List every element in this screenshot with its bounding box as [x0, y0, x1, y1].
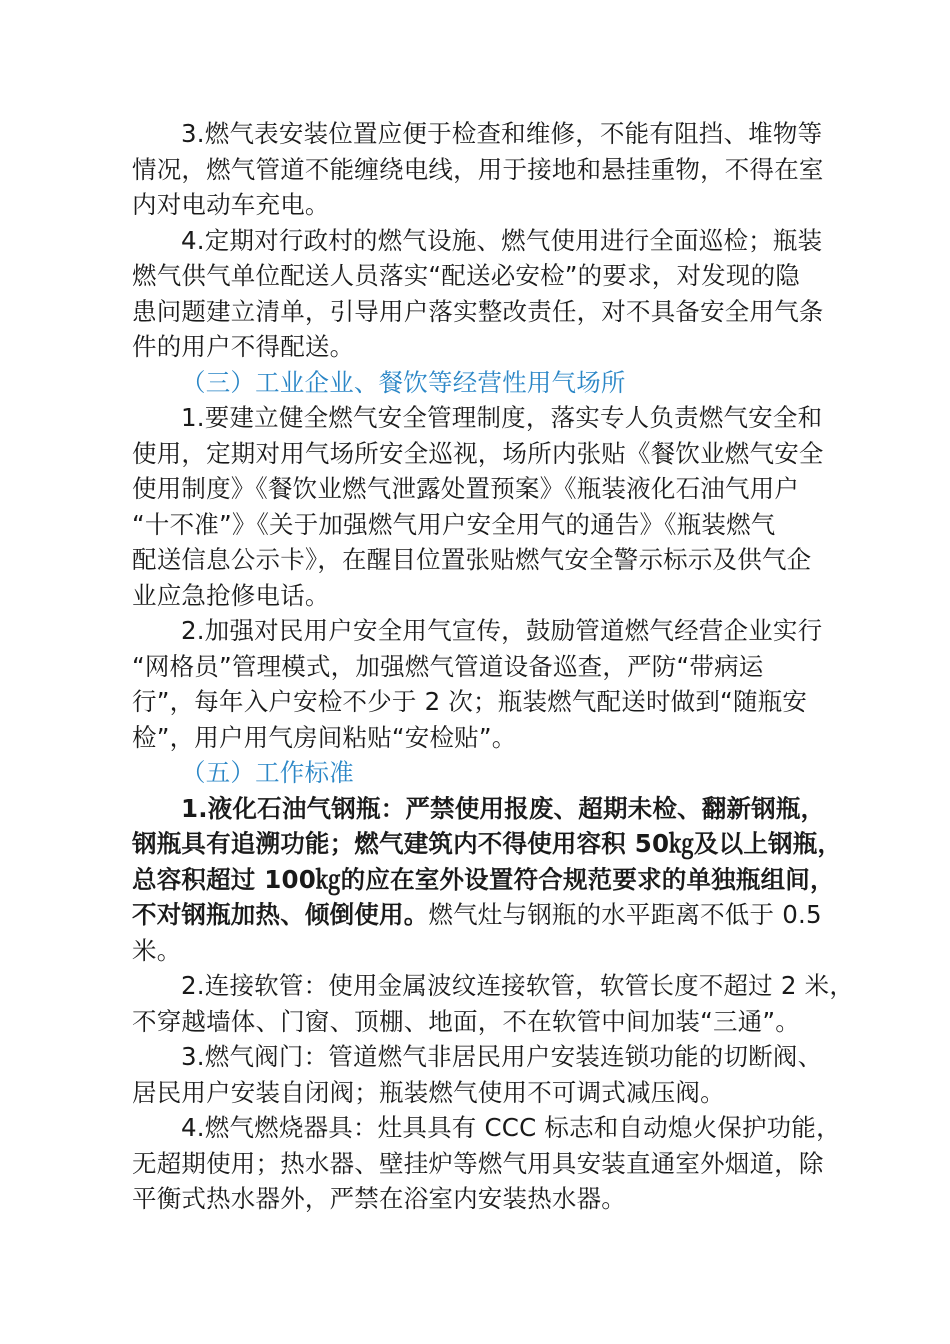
- text-line: 2.加强对民用户安全用气宣传，鼓励管道燃气经营企业实行: [181, 616, 823, 645]
- text-line: 平衡式热水器外，严禁在浴室内安装热水器。: [132, 1184, 626, 1213]
- bold-text-line: 1.液化石油气钢瓶：严禁使用报废、超期未检、翻新钢瓶，: [181, 793, 826, 823]
- paragraph-gas-meter: [132, 116, 850, 223]
- section-heading-5: [132, 755, 850, 791]
- heading-text: （五）工作标准: [181, 758, 354, 787]
- document-page: [132, 116, 855, 1217]
- text-line: 使用，定期对用气场所安全巡视，场所内张贴《餐饮业燃气安全: [132, 438, 824, 468]
- text-line: 3.燃气表安装位置应便于检查和维修，不能有阻挡、堆物等: [181, 119, 823, 148]
- text-line: “网格员”管理模式，加强燃气管道设备巡查，严防“带病运: [132, 651, 764, 681]
- paragraph-inspection: [132, 223, 850, 365]
- text-line: 3.燃气阀门：管道燃气非居民用户安装连锁功能的切断阀、: [181, 1042, 823, 1071]
- text-line: 1.要建立健全燃气安全管理制度，落实专人负责燃气安全和: [181, 403, 823, 432]
- text-line: 不穿越墙体、门窗、顶棚、地面，不在软管中间加装“三通”。: [132, 1006, 800, 1036]
- paragraph-safety-system: [132, 400, 850, 613]
- paragraph-hose: [132, 968, 855, 1039]
- heading-text: （三）工业企业、餐饮等经营性用气场所: [181, 367, 626, 397]
- text-line: 内对电动车充电。: [132, 190, 330, 219]
- text-line: 检”，用户用气房间粘贴“安检贴”。: [132, 722, 517, 752]
- normal-text: 燃气灶与钢瓶的水平距离不低于 0.5: [428, 900, 822, 929]
- text-line: 情况，燃气管道不能缠绕电线，用于接地和悬挂重物，不得在室: [132, 154, 824, 184]
- text-line: 业应急抢修电话。: [132, 580, 330, 610]
- text-line: 4.定期对行政村的燃气设施、燃气使用进行全面巡检；瓶装: [181, 225, 823, 255]
- bold-text: 不对钢瓶加热、倾倒使用。: [132, 900, 429, 929]
- text-line: 件的用户不得配送。: [132, 332, 355, 361]
- text-line: “十不准”》《关于加强燃气用户安全用气的通告》《瓶装燃气: [132, 509, 776, 539]
- text-line: 4.燃气燃烧器具：灶具具有 CCC 标志和自动熄火保护功能，: [181, 1113, 841, 1142]
- text-line: 使用制度》《餐饮业燃气泄露处置预案》《瓶装液化石油气用户: [132, 474, 800, 503]
- text-line: 无超期使用；热水器、壁挂炉等燃气用具安装直通室外烟道，除: [132, 1148, 824, 1178]
- paragraph-publicity: [132, 613, 850, 755]
- paragraph-valve: [132, 1039, 850, 1110]
- text-line: 燃气供气单位配送人员落实“配送必安检”的要求，对发现的隐: [132, 261, 800, 290]
- mixed-text-line: [132, 897, 850, 933]
- text-line: 居民用户安装自闭阀；瓶装燃气使用不可调式减压阀。: [132, 1077, 725, 1107]
- bold-text-line: 总容积超过 100㎏的应在室外设置符合规范要求的单独瓶组间，: [132, 864, 835, 894]
- text-line: 米。: [132, 935, 182, 965]
- paragraph-appliance: [132, 1110, 850, 1217]
- section-heading-3: [132, 365, 850, 401]
- paragraph-lpg-cylinder: [132, 791, 850, 969]
- text-line: 2.连接软管：使用金属波纹连接软管，软管长度不超过 2 米，: [181, 971, 855, 1000]
- text-line: 配送信息公示卡》，在醒目位置张贴燃气安全警示标示及供气企: [132, 545, 812, 574]
- text-line: 患问题建立清单，引导用户落实整改责任，对不具备安全用气条: [132, 296, 824, 326]
- text-line: 行”，每年入户安检不少于 2 次；瓶装燃气配送时做到“随瓶安: [132, 687, 808, 716]
- bold-text-line: 钢瓶具有追溯功能；燃气建筑内不得使用容积 50㎏及以上钢瓶，: [132, 829, 843, 858]
